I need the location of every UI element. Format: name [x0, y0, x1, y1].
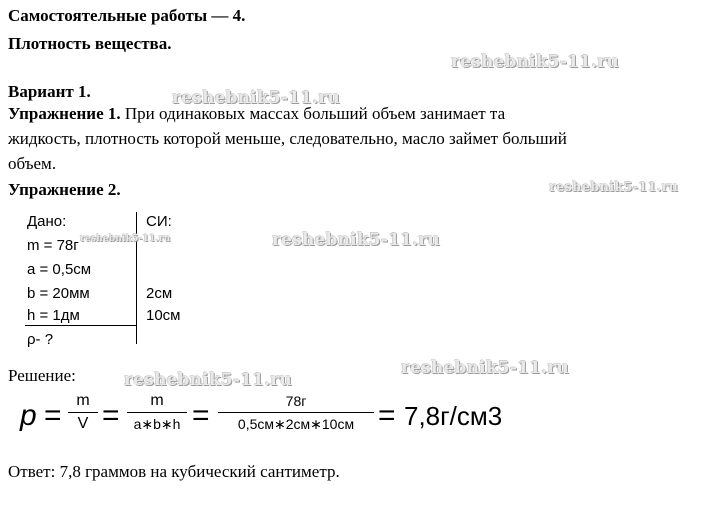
page-subtitle: Плотность вещества. — [8, 34, 172, 53]
given-mass: m = 78г — [27, 237, 79, 254]
watermark: reshebnik5-11.ru — [401, 358, 569, 378]
watermark: reshebnik5-11.ru — [549, 180, 679, 195]
formula-equals: = — [44, 399, 62, 432]
fraction-denominator: 0,5см∗2см∗10см — [237, 416, 355, 432]
exercise1-label: Упражнение 1. — [8, 104, 121, 123]
formula-lhs: p — [20, 399, 37, 432]
page-title: Самостоятельные работы — 4. — [8, 6, 246, 25]
given-b: b = 20мм — [27, 285, 90, 302]
fraction-mass-volume — [68, 392, 98, 433]
find-density: ρ- ? — [27, 331, 54, 348]
fraction-bar — [68, 412, 98, 413]
solution-label: Решение: — [8, 366, 76, 385]
watermark: reshebnik5-11.ru — [124, 370, 292, 390]
watermark: reshebnik5-11.ru — [172, 88, 340, 108]
fraction-values — [218, 392, 374, 433]
exercise1-line2: жидкость, плотность которой меньше, следовательно, масло займет больший — [8, 129, 567, 148]
formula-equals: = — [378, 399, 396, 432]
fraction-denominator: V — [77, 415, 89, 432]
variant-heading: Вариант 1. — [8, 82, 91, 101]
formula-result: 7,8г/см3 — [404, 401, 503, 431]
answer-text: Ответ: 7,8 граммов на кубический сантиметр. — [8, 462, 340, 481]
fraction-bar — [218, 412, 374, 413]
si-h: 10см — [146, 307, 181, 324]
si-header: СИ: — [146, 213, 172, 230]
exercise1-line1 — [8, 104, 505, 124]
exercise1-text: При одинаковых массах больший объем занимает та — [120, 104, 506, 123]
formula-equals: = — [192, 399, 210, 432]
exercise1-line3: объем. — [8, 154, 57, 173]
fraction-denominator: a∗b∗h — [133, 416, 181, 432]
fraction-numerator: m — [150, 392, 164, 409]
fraction-numerator: 78г — [285, 393, 307, 409]
watermark: reshebnik5-11.ru — [272, 230, 440, 250]
exercise2-label: Упражнение 2. — [8, 180, 121, 199]
fraction-mass-dimensions — [127, 392, 187, 433]
table-divider-horizontal — [25, 325, 137, 326]
si-b: 2см — [146, 285, 173, 302]
watermark: reshebnik5-11.ru — [80, 234, 171, 244]
given-header: Дано: — [27, 213, 67, 230]
formula-equals: = — [102, 399, 120, 432]
given-a: a = 0,5см — [27, 261, 92, 278]
watermark: reshebnik5-11.ru — [451, 52, 619, 72]
fraction-numerator: m — [76, 392, 90, 409]
given-h: h = 1дм — [27, 307, 80, 324]
fraction-bar — [127, 412, 187, 413]
